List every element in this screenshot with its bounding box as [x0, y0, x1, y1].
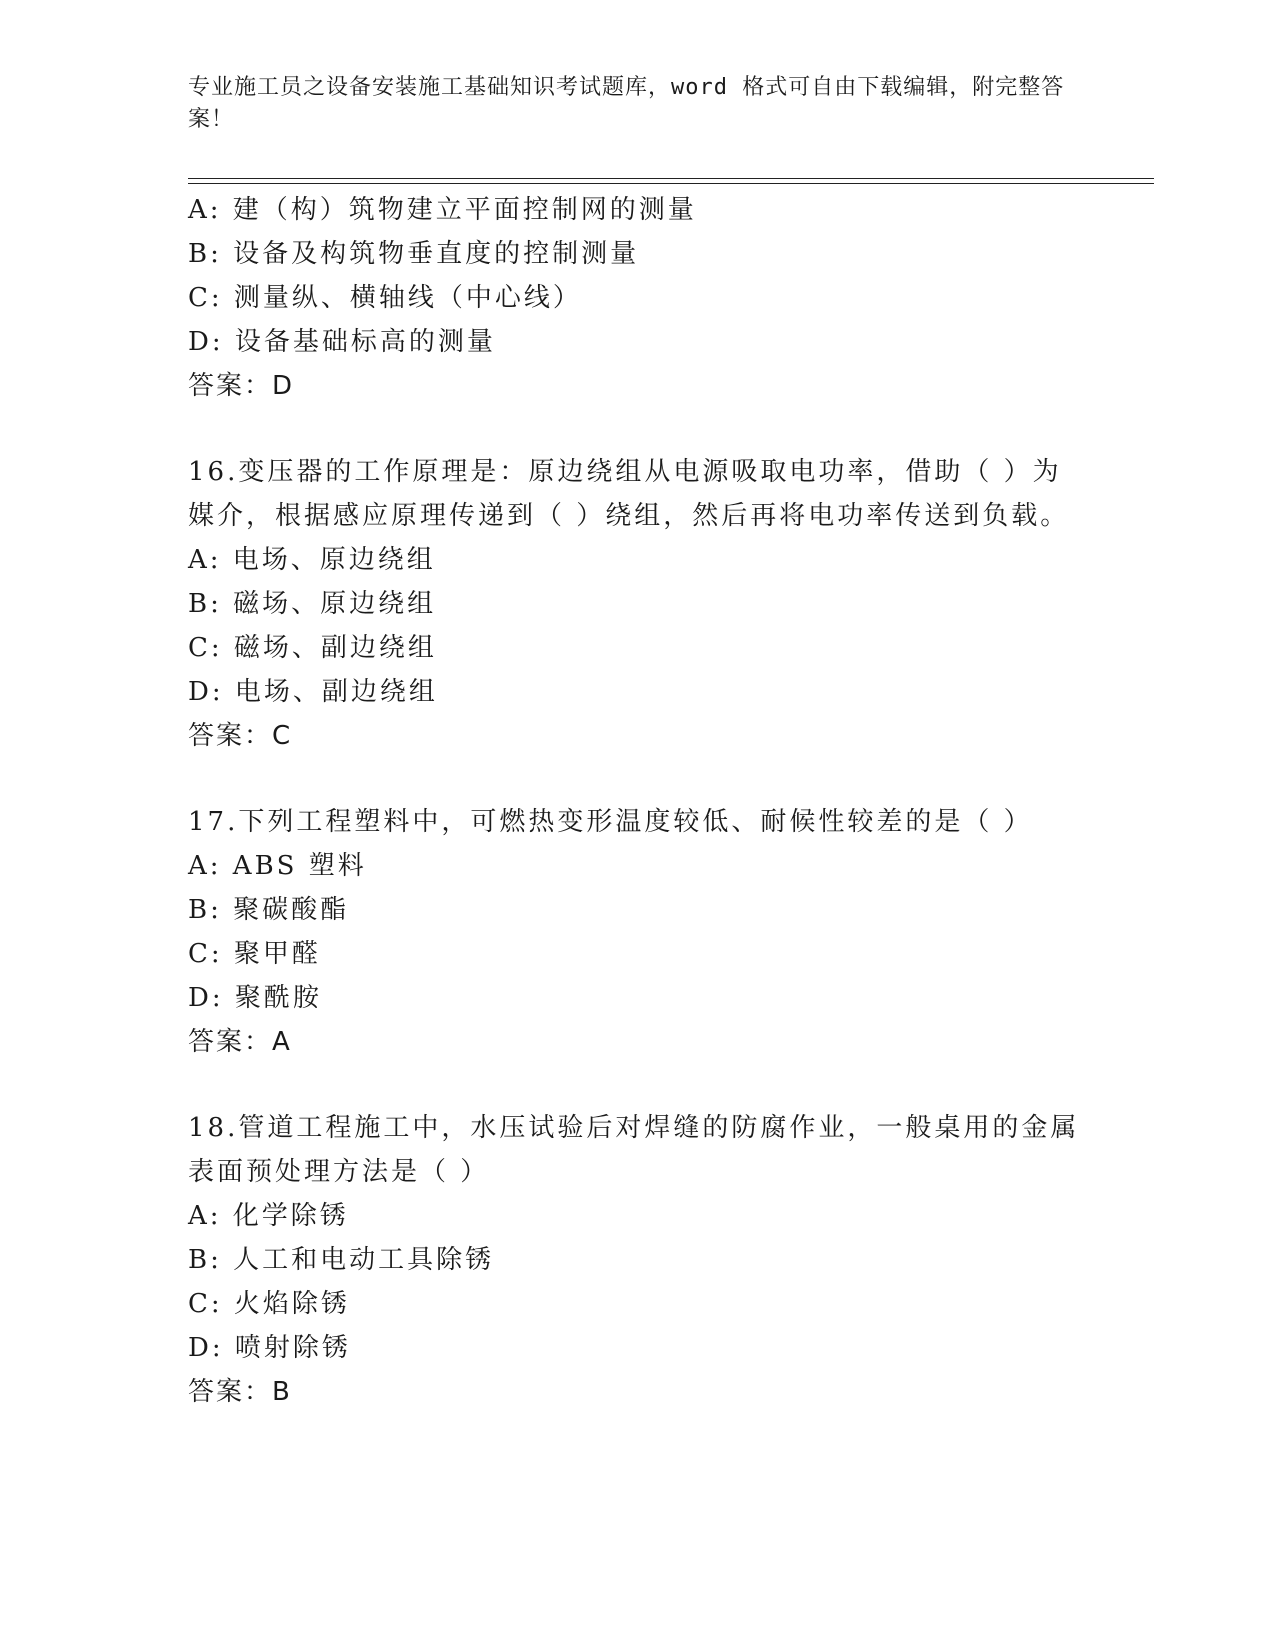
- header-divider: [188, 178, 1154, 184]
- q16-option-a: A: 电场、原边绕组: [188, 545, 436, 575]
- q16-option-b: B: 磁场、原边绕组: [188, 589, 437, 619]
- q18-option-c: C: 火焰除锈: [188, 1289, 350, 1319]
- q16-answer: 答案：C: [188, 721, 293, 751]
- q17-answer: 答案：A: [188, 1027, 292, 1057]
- q17-option-c: C: 聚甲醛: [188, 939, 321, 969]
- q18-option-b: B: 人工和电动工具除锈: [188, 1245, 495, 1275]
- q15-answer: 答案：D: [188, 371, 295, 401]
- q18-stem-line1: 18.管道工程施工中，水压试验后对焊缝的防腐作业，一般桌用的金属: [188, 1113, 1080, 1143]
- q18-option-d: D: 喷射除锈: [188, 1333, 351, 1363]
- document-header: 专业施工员之设备安装施工基础知识考试题库，word 格式可自由下载编辑，附完整答案！: [188, 75, 1065, 132]
- q17-option-b: B: 聚碳酸酯: [188, 895, 350, 925]
- q16-stem-line2: 媒介，根据感应原理传递到（ ）绕组，然后再将电功率传送到负载。: [188, 501, 1070, 531]
- q16-option-c: C: 磁场、副边绕组: [188, 633, 437, 663]
- q18-answer: 答案：B: [188, 1377, 292, 1407]
- q16-stem-line1: 16.变压器的工作原理是：原边绕组从电源吸取电功率，借助（ ）为: [188, 457, 1062, 487]
- q15-option-a: A: 建（构）筑物建立平面控制网的测量: [188, 195, 697, 225]
- q17-option-a: A: ABS 塑料: [188, 851, 367, 881]
- q15-option-b: B: 设备及构筑物垂直度的控制测量: [188, 239, 640, 269]
- q17-stem-line1: 17.下列工程塑料中，可燃热变形温度较低、耐候性较差的是（ ）: [188, 807, 1033, 837]
- q16-option-d: D: 电场、副边绕组: [188, 677, 438, 707]
- q18-option-a: A: 化学除锈: [188, 1201, 349, 1231]
- q18-stem-line2: 表面预处理方法是（ ）: [188, 1157, 490, 1187]
- q15-option-c: C: 测量纵、横轴线（中心线）: [188, 283, 582, 313]
- q17-option-d: D: 聚酰胺: [188, 983, 322, 1013]
- q15-option-d: D: 设备基础标高的测量: [188, 327, 496, 357]
